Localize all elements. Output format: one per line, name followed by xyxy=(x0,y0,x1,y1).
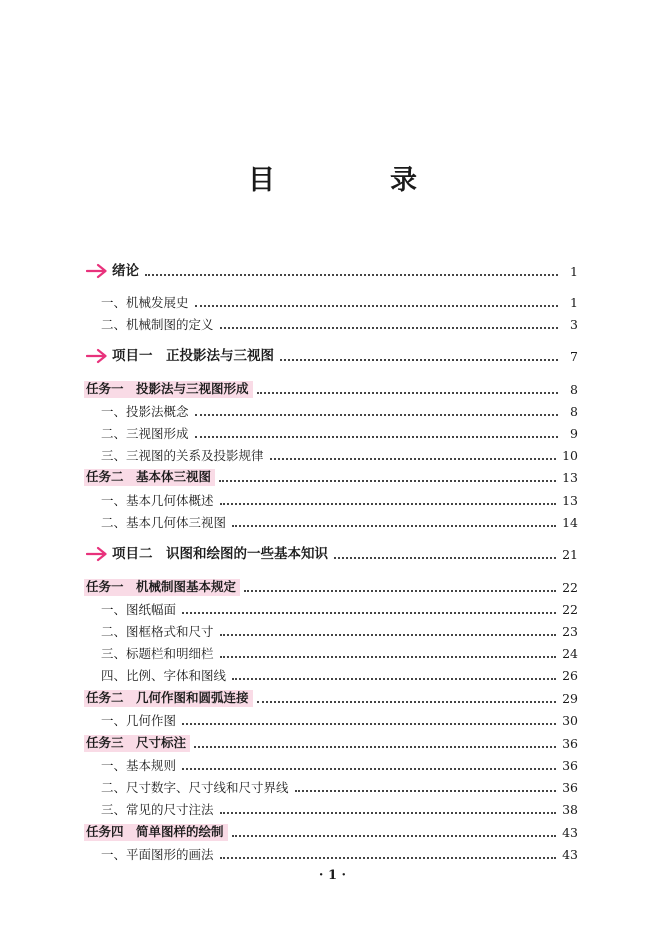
page-title: 目 录 xyxy=(248,165,461,196)
toc-label: 项目一 正投影法与三视图 xyxy=(112,347,274,364)
toc-label: 三、标题栏和明细栏 xyxy=(101,645,214,661)
toc-entry xyxy=(101,511,578,531)
toc-entry xyxy=(101,620,578,640)
dot-leader xyxy=(182,768,556,770)
toc-label: 四、比例、字体和图线 xyxy=(101,667,227,683)
toc-entry xyxy=(101,400,578,420)
toc-page-number: 26 xyxy=(562,667,578,683)
toc-page-number: 29 xyxy=(562,690,578,706)
toc-entry xyxy=(101,776,578,796)
toc-page-number: 36 xyxy=(562,779,578,795)
dot-leader xyxy=(195,305,558,307)
toc-page-number: 14 xyxy=(562,514,578,530)
toc-label: 二、尺寸数字、尺寸线和尺寸界线 xyxy=(101,779,289,795)
toc-label: 一、基本几何体概述 xyxy=(101,492,214,508)
toc-label: 三、常见的尺寸注法 xyxy=(101,801,214,817)
toc-entry xyxy=(101,798,578,818)
toc-task xyxy=(86,378,578,398)
toc-page-number: 22 xyxy=(562,579,578,595)
toc-entry xyxy=(101,313,578,333)
dot-leader xyxy=(194,746,556,748)
toc-page-number: 10 xyxy=(562,447,578,463)
dot-leader xyxy=(145,274,558,276)
dot-leader xyxy=(219,480,556,482)
toc-task xyxy=(86,821,578,841)
toc-label: 一、投影法概念 xyxy=(101,403,189,419)
toc-label: 三、三视图的关系及投影规律 xyxy=(101,447,264,463)
toc-entry xyxy=(101,489,578,509)
toc-page-number: 36 xyxy=(562,735,578,751)
toc-page-number: 7 xyxy=(570,348,578,364)
dot-leader xyxy=(244,590,556,592)
toc-label: 一、基本规则 xyxy=(101,757,177,773)
dot-leader xyxy=(182,612,556,614)
toc-page-number: 24 xyxy=(562,645,578,661)
dot-leader xyxy=(257,701,557,703)
dot-leader xyxy=(232,835,557,837)
dot-leader xyxy=(182,723,556,725)
toc-page-number: 1 xyxy=(570,263,578,279)
dot-leader xyxy=(334,557,556,559)
dot-leader xyxy=(232,678,556,680)
toc-entry xyxy=(101,754,578,774)
toc-entry xyxy=(101,664,578,684)
dot-leader xyxy=(295,790,557,792)
toc-label: 任务一 机械制图基本规定 xyxy=(84,579,240,597)
arrow-right-icon xyxy=(86,263,108,279)
dot-leader xyxy=(257,392,558,394)
toc-entry xyxy=(101,598,578,618)
dot-leader xyxy=(220,857,557,859)
toc-label: 二、基本几何体三视图 xyxy=(101,514,227,530)
toc-page-number: 8 xyxy=(570,381,578,397)
toc-page-number: 8 xyxy=(570,403,578,419)
toc-page-number: 13 xyxy=(562,469,578,485)
dot-leader xyxy=(220,503,557,505)
toc-entry xyxy=(101,709,578,729)
toc-label: 二、机械制图的定义 xyxy=(101,316,214,332)
toc-page-number: 23 xyxy=(562,623,578,639)
page-number: · 1 · xyxy=(318,868,347,883)
toc-page-number: 36 xyxy=(562,757,578,773)
toc-page-number: 9 xyxy=(570,425,578,441)
toc-chapter xyxy=(86,260,578,280)
toc-entry xyxy=(101,291,578,311)
toc-chapter xyxy=(86,345,578,365)
dot-leader xyxy=(195,414,558,416)
dot-leader xyxy=(232,525,556,527)
dot-leader xyxy=(220,656,557,658)
arrow-right-icon xyxy=(86,546,108,562)
toc-page-number: 3 xyxy=(570,316,578,332)
toc-label: 一、机械发展史 xyxy=(101,294,189,310)
toc-page-number: 13 xyxy=(562,492,578,508)
toc-page-number: 21 xyxy=(562,546,578,562)
toc-page-number: 1 xyxy=(570,294,578,310)
toc-task xyxy=(86,732,578,752)
dot-leader xyxy=(220,812,557,814)
dot-leader xyxy=(220,634,557,636)
toc-page-number: 43 xyxy=(562,824,578,840)
toc-label: 一、平面图形的画法 xyxy=(101,846,214,862)
toc-page-number: 38 xyxy=(562,801,578,817)
toc-task xyxy=(86,687,578,707)
arrow-right-icon xyxy=(86,348,108,364)
dot-leader xyxy=(220,327,558,329)
toc-label: 一、图纸幅面 xyxy=(101,601,177,617)
toc-label: 任务二 基本体三视图 xyxy=(84,469,215,487)
toc-task xyxy=(86,576,578,596)
toc-entry xyxy=(101,444,578,464)
toc-page-number: 22 xyxy=(562,601,578,617)
toc-label: 项目二 识图和绘图的一些基本知识 xyxy=(112,545,328,562)
dot-leader xyxy=(270,458,557,460)
toc-label: 二、图框格式和尺寸 xyxy=(101,623,214,639)
toc-label: 一、几何作图 xyxy=(101,712,177,728)
toc-entry xyxy=(101,642,578,662)
toc-label: 绪论 xyxy=(112,262,139,279)
toc-entry xyxy=(101,843,578,863)
toc-label: 任务四 简单图样的绘制 xyxy=(84,824,228,842)
dot-leader xyxy=(195,436,558,438)
toc-entry xyxy=(101,422,578,442)
toc-page-number: 43 xyxy=(562,846,578,862)
toc-label: 任务二 几何作图和圆弧连接 xyxy=(84,690,253,708)
toc-task xyxy=(86,466,578,486)
toc-label: 二、三视图形成 xyxy=(101,425,189,441)
toc-chapter xyxy=(86,543,578,563)
toc-label: 任务三 尺寸标注 xyxy=(84,735,190,753)
toc-label: 任务一 投影法与三视图形成 xyxy=(84,381,253,399)
toc-page-number: 30 xyxy=(562,712,578,728)
dot-leader xyxy=(280,359,558,361)
